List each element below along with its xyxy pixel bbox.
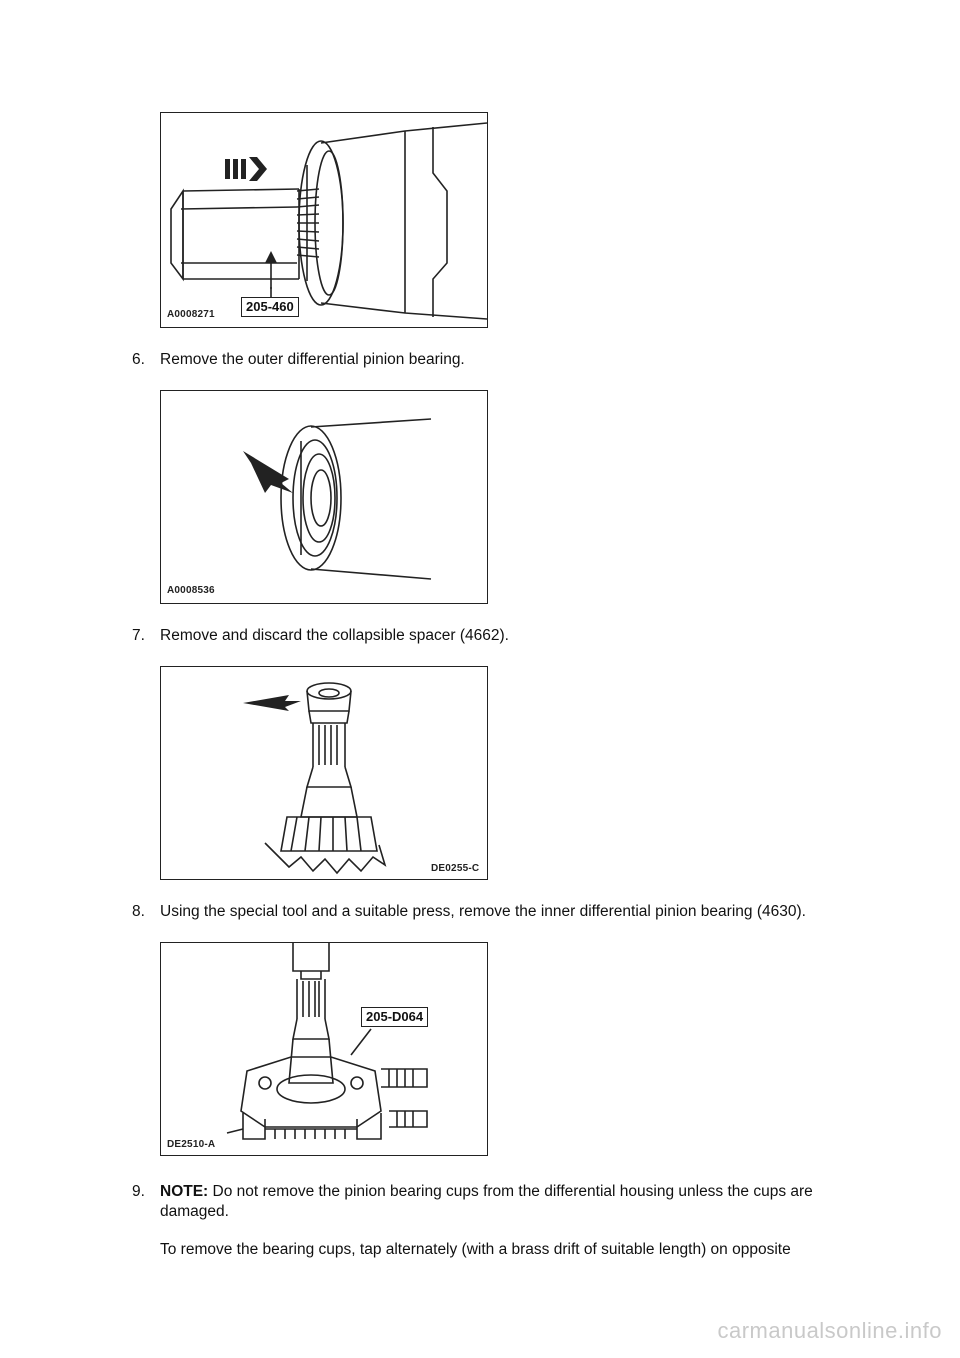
figure-id-label: A0008536 — [167, 585, 215, 596]
step-number: 7. — [132, 627, 145, 644]
step-number: 9. — [132, 1183, 145, 1200]
figure-de0255-c — [160, 666, 488, 880]
figure-a0008271-drawing — [161, 113, 487, 327]
watermark: carmanualsonline.info — [717, 1318, 942, 1343]
figure-de2510-a — [160, 942, 488, 1156]
figure-a0008271 — [160, 112, 488, 328]
step-9-note-continuation: damaged. — [160, 1203, 229, 1220]
step-9-text: To remove the bearing cups, tap alternately (with a brass drift of suitable length) on opposite — [160, 1241, 791, 1258]
figure-id-label: DE0255-C — [431, 863, 480, 874]
tool-callout: 205-D064 — [361, 1007, 428, 1027]
figure-a0008536 — [160, 390, 488, 604]
step-text: Remove the outer differential pinion bearing. — [160, 351, 465, 368]
step-number: 8. — [132, 903, 145, 920]
figure-de2510-a-drawing — [161, 943, 487, 1155]
figure-de0255-c-drawing — [161, 667, 487, 879]
note-label: NOTE: — [160, 1183, 209, 1200]
step-text: Using the special tool and a suitable press, remove the inner differential pinion bearing (4630). — [160, 903, 806, 920]
figure-a0008536-drawing — [161, 391, 487, 603]
step-note — [160, 1182, 860, 1202]
step-number: 6. — [132, 351, 145, 368]
tool-callout: 205-460 — [241, 297, 299, 317]
step-text: Remove and discard the collapsible spacer (4662). — [160, 627, 509, 644]
figure-id-label: A0008271 — [167, 309, 215, 320]
figure-id-label: DE2510-A — [167, 1139, 216, 1150]
note-text: Do not remove the pinion bearing cups from the differential housing unless the cups are — [208, 1183, 813, 1200]
